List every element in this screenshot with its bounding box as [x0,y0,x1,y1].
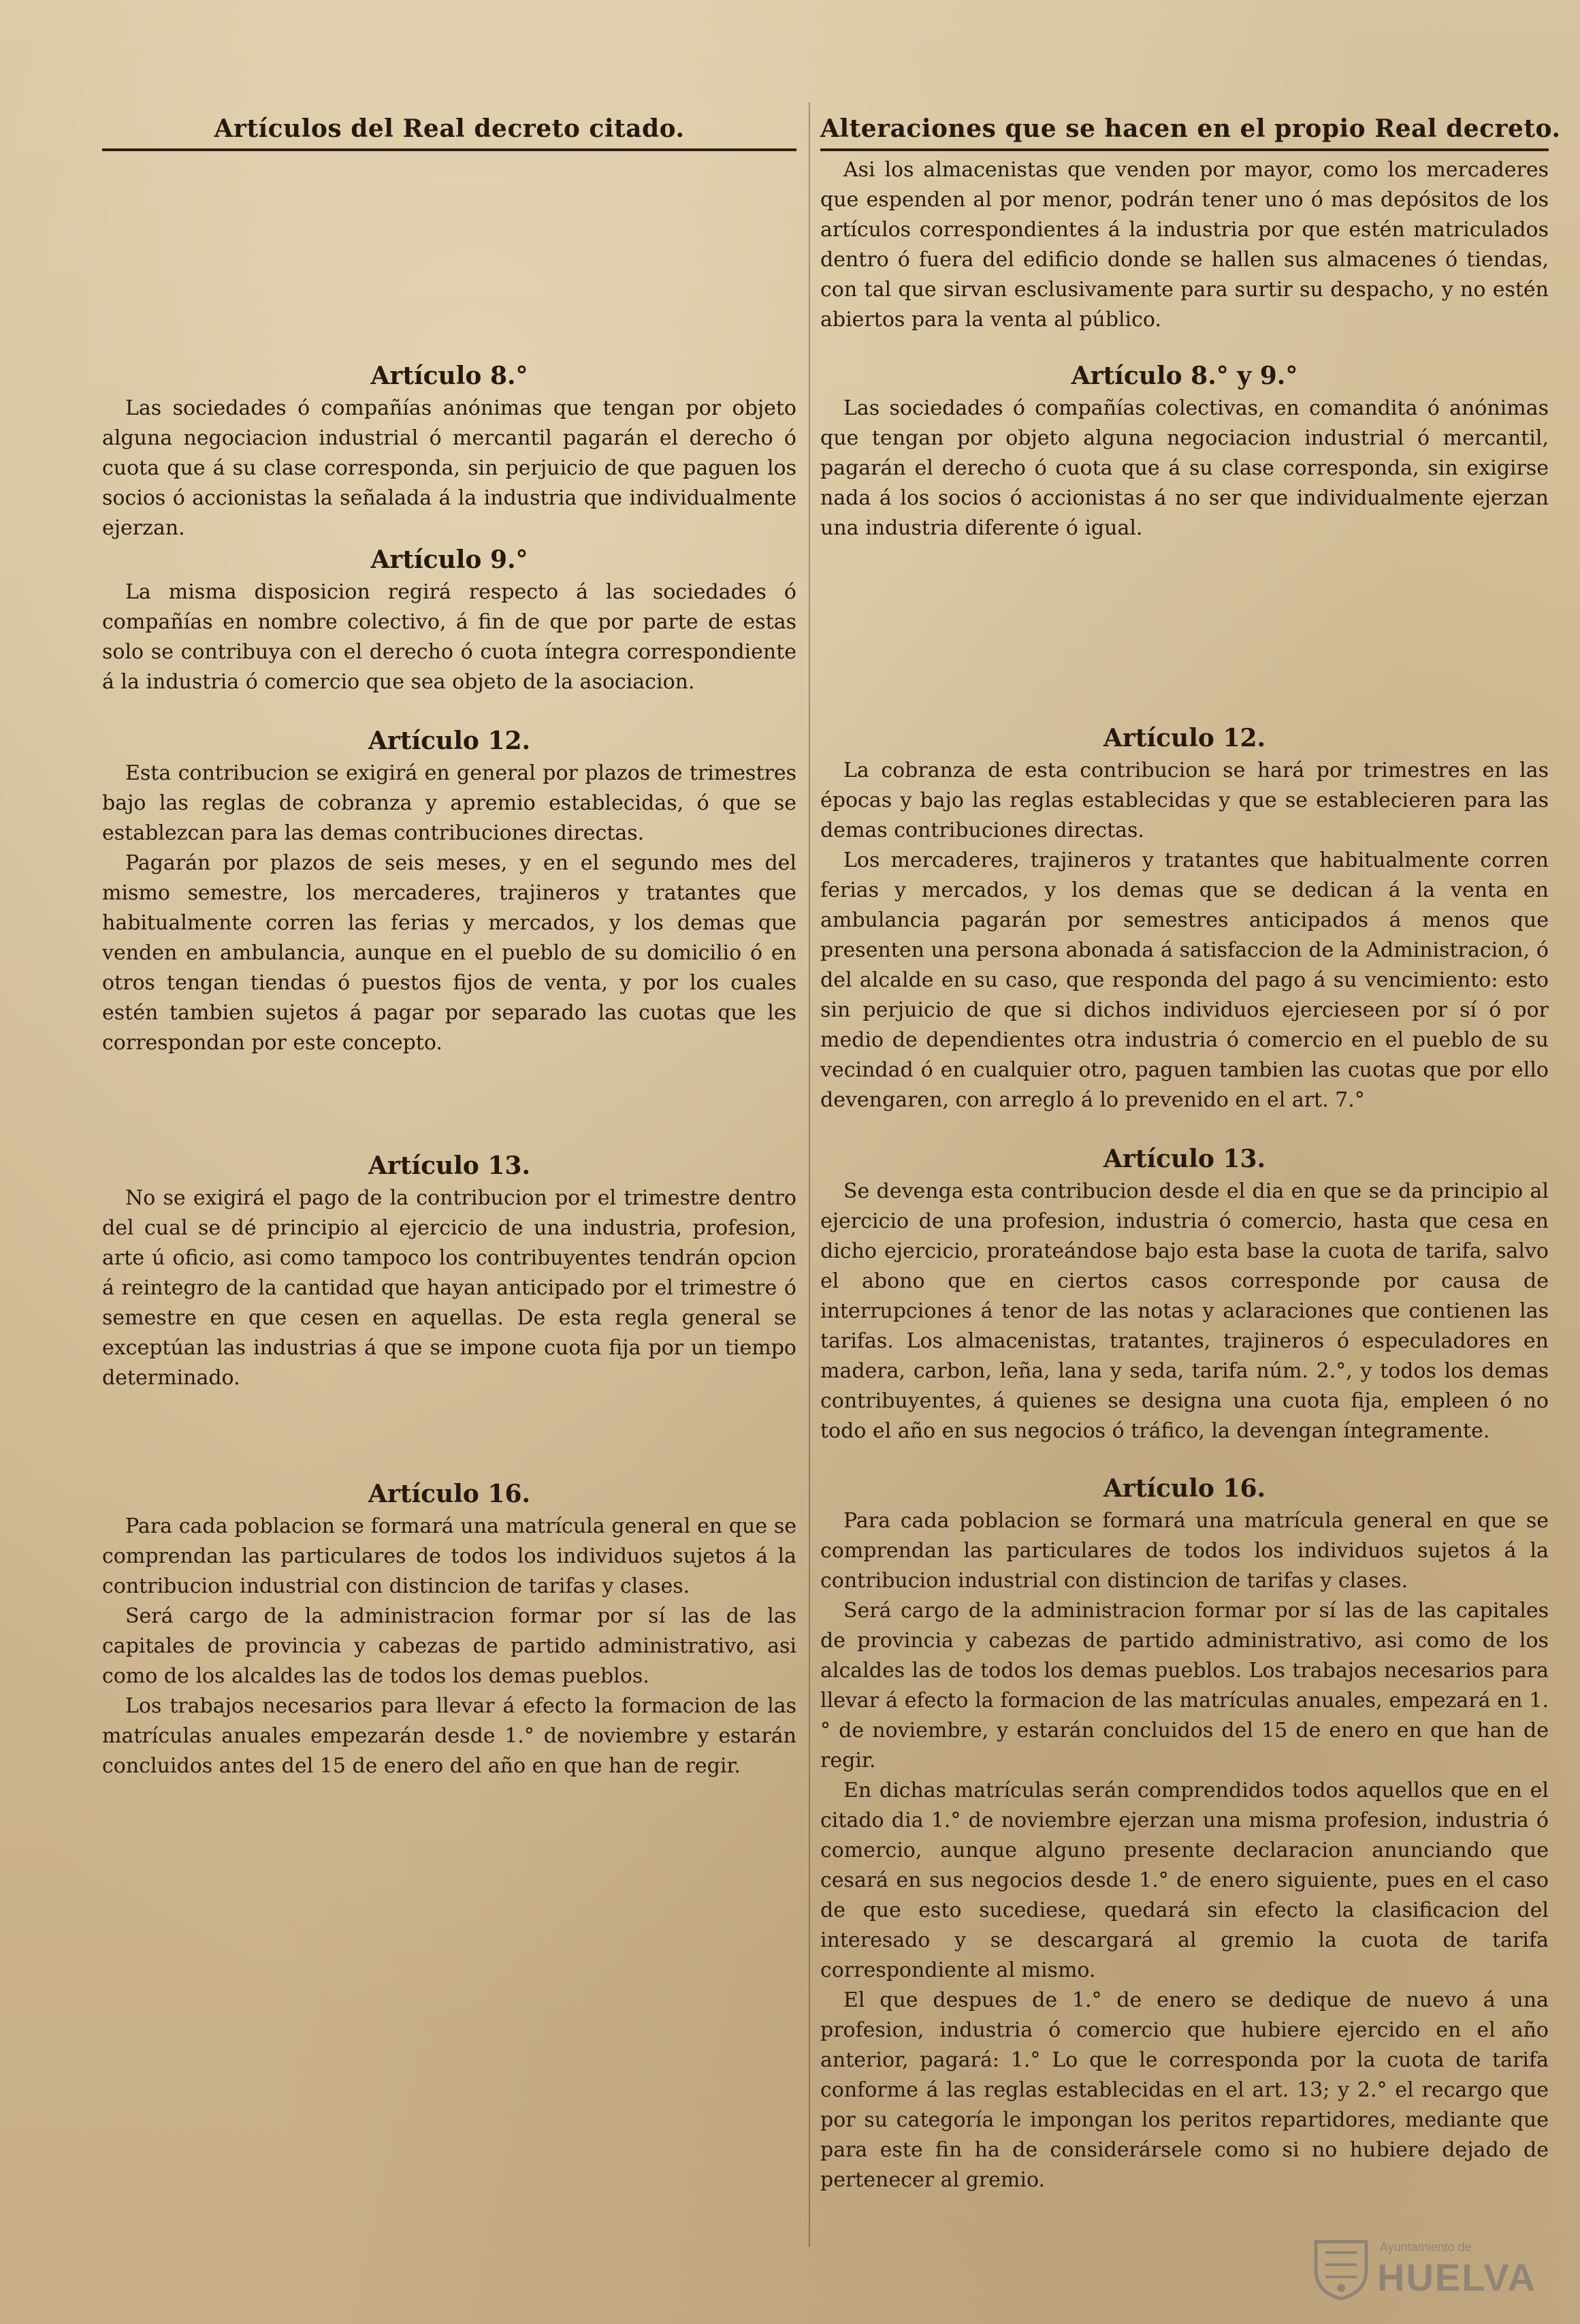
article-title: Artículo 9.° [370,545,528,574]
left-article-8 [102,361,796,543]
article-title: Artículo 16. [368,1480,531,1508]
right-column [820,0,1561,2324]
watermark-big-text: HUELVA [1377,2256,1536,2299]
article-paragraph: Esta contribucion se exigirá en general por plazos de trimestres bajo las reglas de cobranza y apremio establecidas, ó que se establezcan para las demas contribuciones directas. [102,761,796,845]
article-paragraph: Pagarán por plazos de seis meses, y en el segundo mes del mismo semestre, los mercaderes, trajineros y tratantes que habitualmente corren las ferias y mercados, y los demas que venden en ambulancia, aunque en el pueblo de su domicilio ó en otros tengan tiendas ó puestos fijos de venta, y por los cuales estén tambien sujetos á pagar por separado las cuotas que les correspondan por este concepto. [102,851,796,1055]
article-paragraph: Los trabajos necesarios para llevar á efecto la formacion de las matrículas anuales empezarán desde 1.° de noviembre y estarán concluidos antes del 15 de enero del año en que han de regir. [102,1694,796,1778]
right-article-13 [820,1144,1549,1446]
article-title: Artículo 8.° [370,362,528,390]
article-paragraph: La misma disposicion regirá respecto á las sociedades ó compañías en nombre colectivo, á fin de que por parte de estas solo se contribuya con el derecho ó cuota íntegra correspondiente á la industria ó comercio que sea objeto de la asociacion. [102,580,796,694]
article-paragraph: Para cada poblacion se formará una matrícula general en que se comprendan las particulares de todos los individuos sujetos á la contribucion industrial con distincion de tarifas y clases. [102,1514,796,1598]
header-rule-right [820,148,1549,151]
right-article-16 [820,1474,1549,2195]
left-article-9 [102,545,796,697]
right-article-8-9 [820,361,1549,543]
article-paragraph: Se devenga esta contribucion desde el dia en que se da principio al ejercicio de una profesion, industria ó comercio, hasta que cesa en dicho ejercicio, prorateándose bajo esta base la cuota de tarifa, salvo el abono que en ciertos casos corresponde por causa de interrupciones á tenor de las notas y aclaraciones que contienen las tarifas. Los almacenistas, tratantes, trajineros ó especuladores en madera, carbon, leña, lana y seda, tarifa núm. 2.°, y todos los demas contribuyentes, á quienes se designa una cuota fija, empleen ó no todo el año en sus negocios ó tráfico, la devengan íntegramente. [820,1179,1549,1443]
left-article-16 [102,1479,796,1781]
article-paragraph: Los mercaderes, trajineros y tratantes que habitualmente corren ferias y mercados, y los demas que se dedican á la venta en ambulancia pagarán por semestres anticipados á menos que presenten una persona abonada á satisfaccion de la Administracion, ó del alcalde en su caso, que responda del pago á su vencimiento: esto sin perjuicio de que si dichos individuos ejercieseen por sí ó por medio de dependientes otra industria ó comercio en el pueblo de su vecindad ó en cualquier otro, paguen tambien las cuotas que por ello devengaren, con arreglo á lo prevenido en el art. 7.° [820,848,1549,1112]
article-paragraph: Las sociedades ó compañías colectivas, en comandita ó anónimas que tengan por objeto alguna negociacion industrial ó mercantil, pagarán el derecho ó cuota que á su clase corresponda, sin exigirse nada á los socios ó accionistas á no ser que individualmente ejerzan una industria diferente ó igual. [820,396,1549,540]
column-divider [809,102,810,2247]
article-paragraph: El que despues de 1.° de enero se dedique de nuevo á una profesion, industria ó comercio que hubiere ejercido en el año anterior, pagará: 1.° Lo que le corresponda por la cuota de tarifa conforme á las reglas establecidas en el art. 13; y 2.° el recargo que por su categoría le impongan los peritos repartidores, mediante que para este fin ha de considerársele como si no hubiere dejado de pertenecer al gremio. [820,1988,1549,2192]
city-seal-icon [1310,2235,1372,2300]
article-paragraph: Será cargo de la administracion formar por sí las de las capitales de provincia y cabezas de partido administrativo, asi como de los alcaldes las de todos los demas pueblos. Los trabajos necesarios para llevar á efecto la formacion de las matrículas anuales, empezará en 1.° de noviembre, y estarán concluidos del 15 de enero en que han de regir. [820,1599,1549,1772]
article-title: Artículo 8.° y 9.° [1071,362,1298,390]
left-article-13 [102,1151,796,1393]
right-column-header: Alteraciones que se hacen en el propio Real decreto. [820,114,1561,143]
right-article-12 [820,723,1549,1115]
article-title: Artículo 13. [1103,1145,1266,1173]
article-paragraph: No se exigirá el pago de la contribucion por el trimestre dentro del cual se dé principio al ejercicio de una industria, profesion, arte ú oficio, asi como tampoco los contribuyentes tendrán opcion á reintegro de la cantidad que hayan anticipado por el trimestre ó semestre en que cesen en aquellas. De esta regla general se exceptúan las industrias á que se impone cuota fija por un tiempo determinado. [102,1186,796,1390]
left-column [102,0,796,2324]
left-article-12 [102,726,796,1058]
article-title: Artículo 16. [1103,1474,1266,1503]
article-paragraph: Para cada poblacion se formará una matrícula general en que se comprendan las particulares de todos los individuos sujetos á la contribucion industrial con distincion de tarifas y clases. [820,1509,1549,1593]
article-title: Artículo 12. [1103,724,1266,752]
header-rule-left [102,148,796,151]
archive-watermark [1310,2235,1542,2303]
left-column-header: Artículos del Real decreto citado. [214,114,685,143]
article-paragraph: La cobranza de esta contribucion se hará por trimestres en las épocas y bajo las reglas establecidas y que se establecieren para las demas contribuciones directas. [820,759,1549,842]
right-article-7-continuation [820,155,1549,335]
article-paragraph: Asi los almacenistas que venden por mayor, como los mercaderes que espenden al por menor, podrán tener uno ó mas depósitos de los artículos correspondientes á la industria por que estén matriculados dentro ó fuera del edificio donde se hallen sus almacenes ó tiendas, con tal que sirvan esclusivamente para surtir su despacho, y no estén abiertos para la venta al público. [820,158,1549,332]
article-paragraph: En dichas matrículas serán comprendidos todos aquellos que en el citado dia 1.° de noviembre ejerzan una misma profesion, industria ó comercio, aunque alguno presente declaracion anunciando que cesará en sus negocios desde 1.° de enero siguiente, pues en el caso de que esto sucediese, quedará sin efecto la clasificacion del interesado y se descargará al gremio la cuota de tarifa correspondiente al mismo. [820,1779,1549,1982]
article-paragraph: Será cargo de la administracion formar por sí las de las capitales de provincia y cabezas de partido administrativo, asi como de los alcaldes las de todos los demas pueblos. [102,1604,796,1688]
article-title: Artículo 13. [368,1151,531,1180]
watermark-small-text: Ayuntamiento de [1380,2240,1472,2254]
article-title: Artículo 12. [368,727,531,755]
article-paragraph: Las sociedades ó compañías anónimas que tengan por objeto alguna negociacion industrial ó mercantil pagarán el derecho ó cuota que á su clase corresponda, sin perjuicio de que paguen los socios ó accionistas la señalada á la industria que individualmente ejerzan. [102,396,796,540]
